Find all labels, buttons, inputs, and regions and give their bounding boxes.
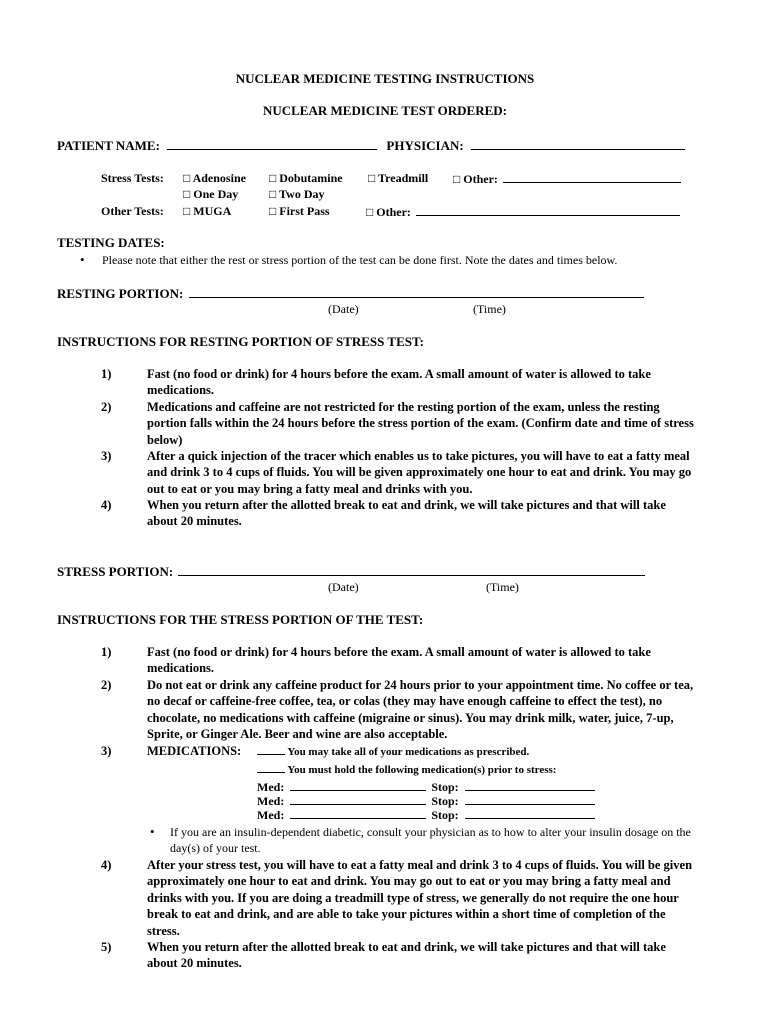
patient-name-field[interactable] — [167, 137, 377, 150]
two-day-option[interactable] — [269, 186, 325, 202]
resting-instruction-4: When you return after the allotted break to eat and drink, we will take pictures and that will take about 20 minutes. — [147, 498, 666, 529]
other-tests-field[interactable] — [416, 203, 680, 216]
list-number: 5) — [101, 940, 112, 954]
insulin-note: If you are an insulin-dependent diabetic, consult your physician as to how to alter your insulin dosage on the day(s) of your test. — [170, 825, 691, 855]
must-hold-row — [257, 762, 556, 778]
dates-note: Please note that either the rest or stress portion of the test can be done first. Note the dates and times below. — [102, 253, 618, 267]
take-all-check-field[interactable] — [257, 744, 285, 755]
take-all-text: You may take all of your medications as prescribed. — [287, 746, 530, 758]
med-field-1[interactable] — [290, 778, 426, 791]
bullet-icon: • — [80, 252, 85, 267]
checkbox-icon[interactable]: □ — [183, 171, 191, 185]
stress-tests-label: Stress Tests: — [101, 171, 164, 185]
checkbox-icon[interactable]: □ — [269, 187, 277, 201]
dobutamine-option[interactable] — [269, 170, 343, 186]
stop-field-1[interactable] — [465, 778, 595, 791]
stress-time-caption: (Time) — [486, 580, 519, 594]
stress-portion-row — [57, 563, 645, 580]
resting-portion-label: RESTING PORTION: — [57, 286, 184, 301]
adenosine-option[interactable] — [183, 170, 246, 186]
stress-instruction-2: Do not eat or drink any caffeine product for 24 hours prior to your appointment time. No coffee or tea, no decaf or caffeine-free coffee, tea, or colas (they may have enough caffeine to effect the test), no chocolate, no medications with caffeine (migraine or sinus). You may drink milk, water, juice, 7-up, Sprite, or Ginger Ale. Beer and wine are also acceptable. — [147, 678, 694, 742]
resting-portion-field[interactable] — [189, 285, 644, 298]
other-stress-label: Other: — [463, 172, 498, 186]
treadmill-label: Treadmill — [378, 171, 429, 185]
one-day-option[interactable] — [183, 186, 238, 202]
adenosine-label: Adenosine — [192, 171, 246, 185]
med-row-3 — [257, 806, 595, 823]
page-title: NUCLEAR MEDICINE TESTING INSTRUCTIONS — [235, 71, 535, 86]
first-pass-label: First Pass — [279, 204, 330, 218]
other-tests-other-label: Other: — [376, 205, 411, 219]
med-label: Med: — [257, 780, 285, 794]
patient-name-row — [57, 137, 685, 154]
resting-instruction-2: Medications and caffeine are not restricted for the resting portion of the exam, unless the resting portion falls within the 24 hours before the stress portion of the exam. (Confirm date and time of stress below) — [147, 400, 694, 447]
one-day-label: One Day — [193, 187, 239, 201]
two-day-label: Two Day — [279, 187, 325, 201]
list-number: 2) — [101, 400, 112, 414]
dobutamine-label: Dobutamine — [279, 171, 343, 185]
stress-portion-label: STRESS PORTION: — [57, 564, 174, 579]
stress-date-caption: (Date) — [328, 580, 359, 594]
checkbox-icon[interactable]: □ — [183, 187, 191, 201]
physician-field[interactable] — [471, 137, 685, 150]
resting-portion-row — [57, 285, 644, 302]
must-hold-check-field[interactable] — [257, 762, 285, 773]
stop-field-3[interactable] — [465, 806, 595, 819]
stop-label: Stop: — [431, 794, 459, 808]
checkbox-icon[interactable]: □ — [368, 171, 376, 185]
checkbox-icon[interactable]: □ — [183, 204, 191, 218]
stop-label: Stop: — [431, 780, 459, 794]
stress-instruction-1: Fast (no food or drink) for 4 hours before the exam. A small amount of water is allowed to take medications. — [147, 645, 651, 676]
first-pass-option[interactable] — [269, 203, 330, 219]
must-hold-text: You must hold the following medication(s) prior to stress: — [287, 764, 557, 776]
stress-instruction-4: After your stress test, you will have to eat a fatty meal and drink 3 to 4 cups of fluids. You will be given approximately one hour to eat and drink. You may go out to eat or you may bring a fatty meal and drinks with you. If you are doing a treadmill type of stress, we generally do not require the one hour break to eat and drink, and are able to take your pictures within a short time of completion of the stress. — [147, 858, 693, 938]
physician-label: PHYSICIAN: — [386, 138, 464, 153]
stop-field-2[interactable] — [465, 792, 595, 805]
other-stress-field[interactable] — [503, 170, 681, 183]
resting-instructions-heading: INSTRUCTIONS FOR RESTING PORTION OF STRESS TEST: — [57, 334, 425, 349]
stress-instructions-heading: INSTRUCTIONS FOR THE STRESS PORTION OF THE TEST: — [57, 612, 424, 627]
stress-portion-field[interactable] — [178, 563, 645, 576]
list-number: 1) — [101, 645, 112, 659]
treadmill-option[interactable] — [368, 170, 428, 186]
med-field-2[interactable] — [290, 792, 426, 805]
med-field-3[interactable] — [290, 806, 426, 819]
test-ordered-heading: NUCLEAR MEDICINE TEST ORDERED: — [262, 103, 508, 118]
muga-option[interactable] — [183, 203, 231, 219]
other-tests-option[interactable] — [366, 203, 680, 220]
resting-instruction-1: Fast (no food or drink) for 4 hours before the exam. A small amount of water is allowed to take medications. — [147, 367, 651, 398]
list-number: 3) — [101, 744, 112, 758]
resting-date-caption: (Date) — [328, 302, 359, 316]
list-number: 4) — [101, 858, 112, 872]
resting-time-caption: (Time) — [473, 302, 506, 316]
list-number: 2) — [101, 678, 112, 692]
other-stress-option[interactable] — [453, 170, 681, 187]
checkbox-icon[interactable]: □ — [269, 204, 277, 218]
other-tests-label: Other Tests: — [101, 204, 164, 218]
bullet-icon: • — [150, 824, 155, 839]
patient-name-label: PATIENT NAME: — [57, 138, 160, 153]
checkbox-icon[interactable]: □ — [366, 205, 374, 219]
muga-label: MUGA — [193, 204, 232, 218]
stop-label: Stop: — [431, 808, 459, 822]
list-number: 1) — [101, 367, 112, 381]
resting-instruction-3: After a quick injection of the tracer which enables us to take pictures, you will have to eat a fatty meal and drink 3 to 4 cups of fluids. You will be given approximately one hour to eat and drink. You may go out to eat or you may bring a fatty meal and drinks with you. — [147, 449, 692, 496]
list-number: 4) — [101, 498, 112, 512]
checkbox-icon[interactable]: □ — [269, 171, 277, 185]
list-number: 3) — [101, 449, 112, 463]
testing-dates-heading: TESTING DATES: — [57, 235, 165, 250]
checkbox-icon[interactable]: □ — [453, 172, 461, 186]
stress-instruction-5: When you return after the allotted break to eat and drink, we will take pictures and that will take about 20 minutes. — [147, 940, 666, 971]
med-label: Med: — [257, 794, 285, 808]
med-label: Med: — [257, 808, 285, 822]
medications-label: MEDICATIONS: — [147, 744, 242, 758]
take-all-row — [257, 744, 529, 760]
